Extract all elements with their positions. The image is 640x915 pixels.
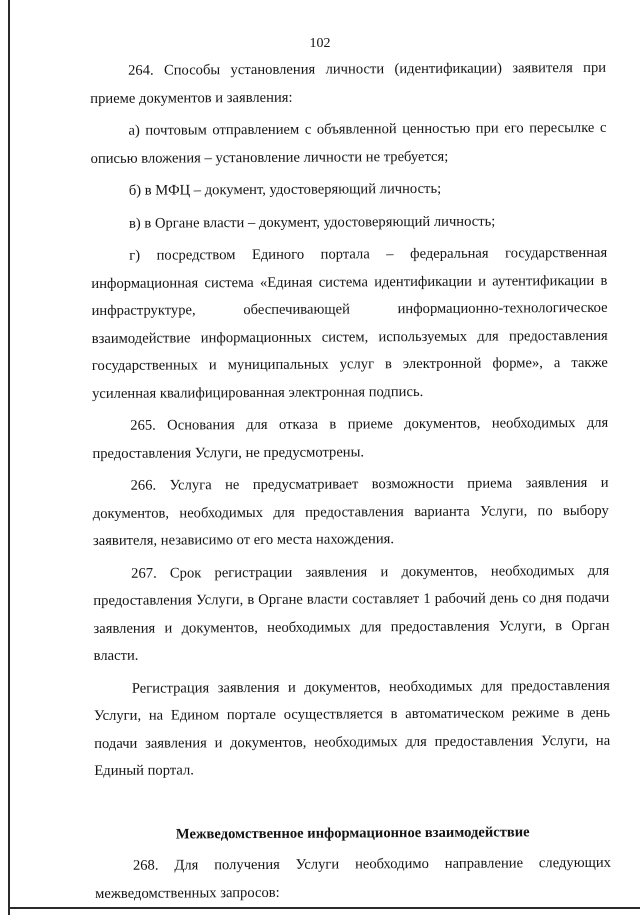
section-heading: Межведомственное информационное взаимодействие — [175, 823, 530, 842]
document-body — [90, 55, 611, 908]
scan-left-border — [8, 0, 10, 915]
paragraph-268: 268. Для получения Услуги необходимо направление следующих межведомственных запросов: — [95, 854, 611, 902]
paragraph-264-a: а) почтовым отправлением с объявленной ценностью при его пересылке с описью вложения – установление личности не требуется; — [90, 119, 607, 167]
paragraph-264-v: в) в Органе власти – документ, удостоверяющий личность; — [128, 213, 496, 232]
paragraph-265: 265. Основания для отказа в приеме документов, необходимых для предоставления Услуги, не предусмотрены. — [92, 414, 609, 462]
paragraph-267-registration: Регистрация заявления и документов, необходимых для предоставления Услуги, на Едином портале осуществляется в автоматическом режиме в день подачи заявления и документов, необходимых для предоставления Услуги, на Единый портал. — [93, 677, 611, 779]
paragraph-264-g: г) посредством Единого портала – федеральная государственная информационная система «Единая система идентификации и аутентификации в инфраструктуре, обеспечивающей информационно-технологическое взаимодействие информационных систем, используемых для предоставления государственных и муниципальных услуг в электронной форме», а также усиленная квалифицированная электронная подпись. — [91, 244, 608, 402]
paragraph-267: 267. Срок регистрации заявления и документов, необходимых для предоставления Услуги, в Органе власти составляет 1 рабочий день со дня подачи заявления и документов, необходимых для предоставления Услуги, в Орган власти. — [93, 562, 610, 664]
paragraph-264-b: б) в МФЦ – документ, удостоверяющий личность; — [128, 180, 442, 199]
page-number: 102 — [309, 36, 331, 51]
paragraph-266: 266. Услуга не предусматривает возможности приема заявления и документов, необходимых для предоставления варианта Услуги, по выбору заявителя, независимо от его места нахождения. — [92, 474, 609, 549]
paragraph-264: 264. Способы установления личности (идентификации) заявителя при приеме документов и заявления: — [90, 59, 607, 107]
